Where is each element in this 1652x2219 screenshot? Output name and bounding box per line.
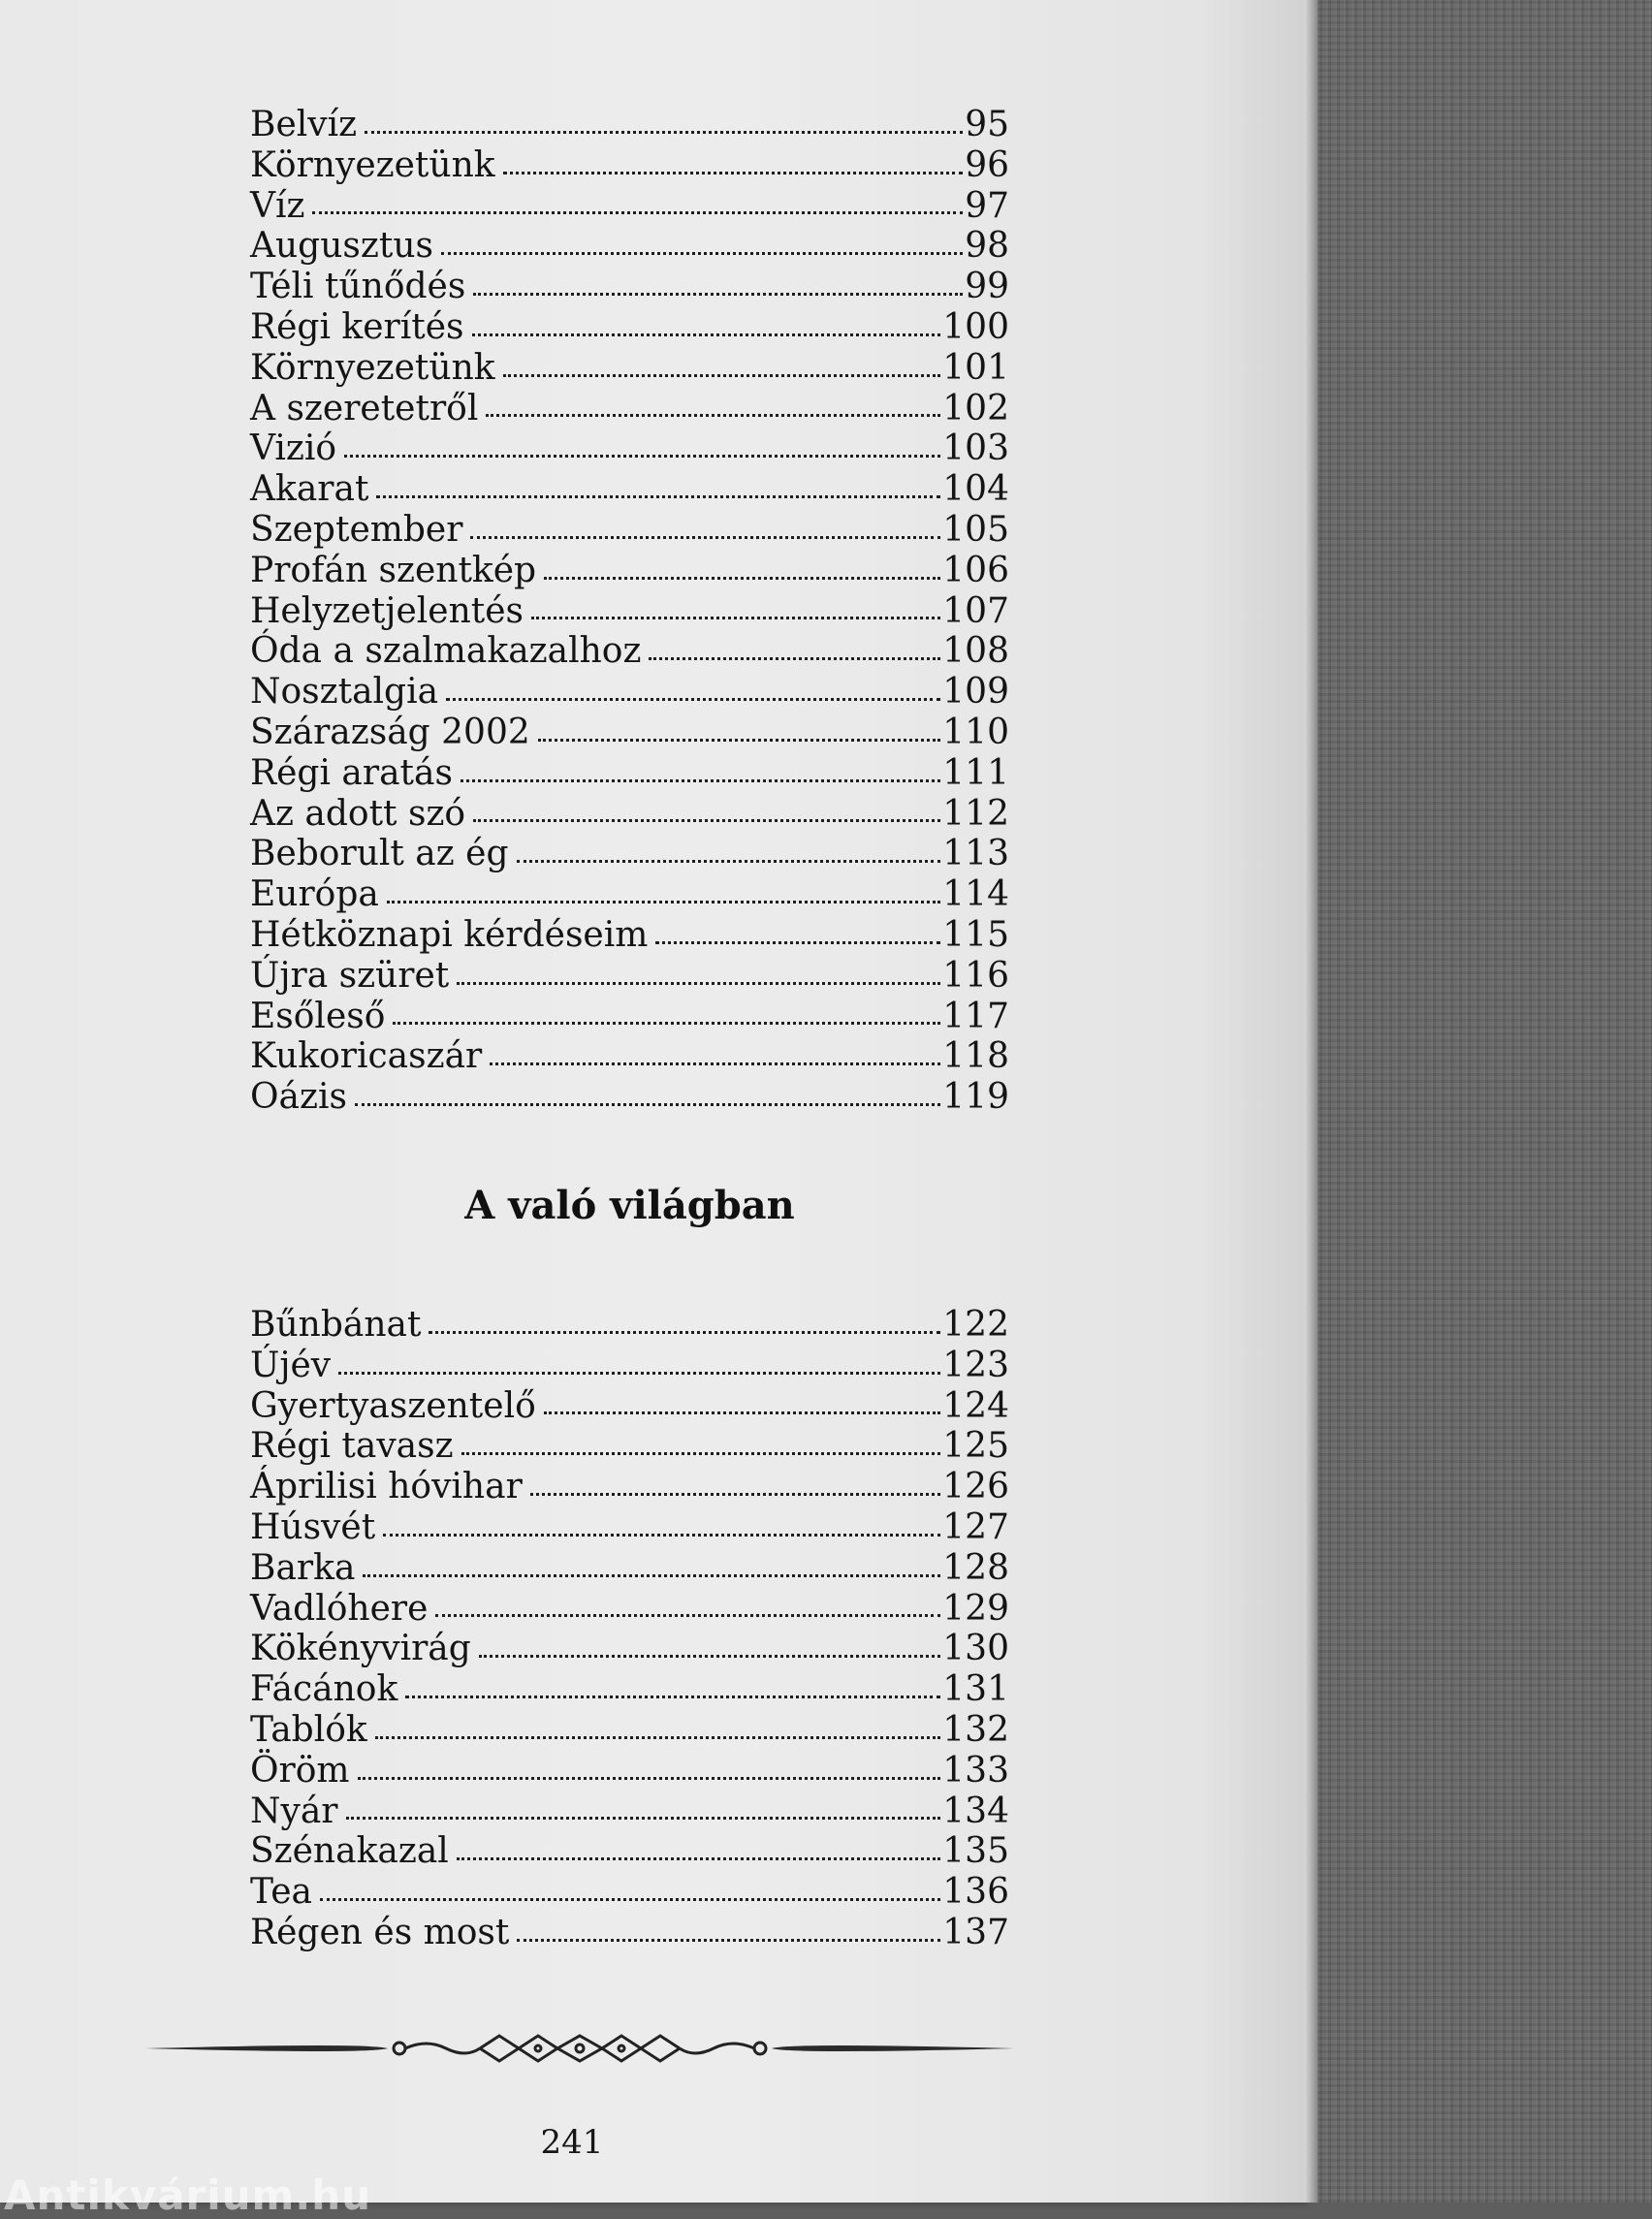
toc-entry-page: 105 (942, 509, 1009, 550)
dot-leader (544, 577, 940, 580)
toc-entry-title: Nosztalgia (250, 672, 439, 713)
toc-entry (250, 1036, 1009, 1077)
toc-entry-title: Tea (250, 1872, 312, 1913)
dot-leader (473, 293, 963, 296)
toc-entry-page: 127 (942, 1506, 1009, 1547)
toc-entry-title: Szeptember (250, 509, 463, 550)
toc-section-1 (250, 105, 1009, 1118)
toc-section-2 (250, 1305, 1009, 1953)
toc-entry-page: 102 (942, 388, 1009, 428)
toc-entry (250, 389, 1009, 429)
dot-leader (470, 536, 940, 539)
toc-entry-page: 131 (942, 1669, 1009, 1710)
toc-entry (250, 105, 1009, 145)
dot-leader (346, 1817, 941, 1820)
background-surface (1309, 0, 1652, 2203)
toc-entry-title: Kukoricaszár (250, 1036, 483, 1077)
toc-entry (250, 997, 1009, 1037)
toc-entry-page: 137 (942, 1912, 1009, 1952)
dot-leader (383, 1534, 940, 1537)
toc-entry-title: Profán szentkép (250, 550, 537, 590)
toc-entry-page: 106 (942, 550, 1009, 590)
toc-entry-page: 101 (942, 347, 1009, 388)
toc-entry-title: Helyzetjelentés (250, 590, 524, 631)
toc-entry-title: Óda a szalmakazalhoz (250, 631, 642, 672)
toc-entry (250, 753, 1009, 794)
toc-entry-title: Régi aratás (250, 752, 453, 793)
toc-entry-title: Augusztus (250, 226, 433, 267)
toc-entry (250, 1305, 1009, 1346)
toc-entry (250, 1548, 1009, 1589)
toc-entry-title: Európa (250, 874, 379, 915)
toc-entry (250, 713, 1009, 753)
dot-leader (503, 374, 941, 377)
toc-entry-title: Nyár (250, 1791, 338, 1831)
toc-entry-page: 132 (942, 1709, 1009, 1750)
dot-leader (457, 1857, 940, 1860)
toc-entry-title: Téli tűnődés (250, 267, 466, 307)
dot-leader (649, 657, 940, 660)
toc-entry (250, 551, 1009, 591)
dot-leader (429, 1331, 940, 1334)
toc-entry-page: 116 (942, 955, 1009, 996)
toc-entry-title: Öröm (250, 1750, 350, 1791)
toc-entry (250, 186, 1009, 227)
toc-entry-title: Vadlóhere (250, 1588, 429, 1629)
toc-entry (250, 1077, 1009, 1118)
toc-entry-title: Újév (250, 1345, 332, 1385)
toc-entry (250, 1467, 1009, 1507)
toc-entry (250, 1669, 1009, 1710)
toc-entry-title: Barka (250, 1547, 356, 1588)
dot-leader (517, 1939, 940, 1942)
toc-entry-page: 98 (965, 226, 1009, 267)
toc-entry-page: 110 (942, 712, 1009, 752)
ornament-divider-icon (145, 2024, 1014, 2073)
toc-entry-title: Régi tavasz (250, 1426, 454, 1467)
dot-leader (530, 1493, 940, 1496)
toc-entry-title: Régi kerítés (250, 306, 464, 347)
section-heading: A való világban (464, 1183, 795, 1228)
toc-entry (250, 145, 1009, 186)
toc-entry (250, 794, 1009, 835)
toc-entry-title: Vizió (250, 428, 337, 469)
toc-entry-title: Hétköznapi kérdéseim (250, 914, 649, 955)
dot-leader (472, 333, 941, 336)
toc-entry-title: Tablók (250, 1709, 367, 1750)
dot-leader (441, 252, 963, 255)
toc-entry (250, 1710, 1009, 1751)
toc-entry-page: 95 (965, 105, 1009, 144)
toc-entry (250, 834, 1009, 874)
dot-leader (479, 1655, 940, 1658)
dot-leader (538, 739, 941, 742)
toc-entry-page: 119 (942, 1077, 1009, 1118)
toc-entry-title: Újra szüret (250, 955, 450, 996)
dot-leader (376, 495, 940, 498)
dot-leader (655, 941, 940, 944)
toc-entry (250, 469, 1009, 510)
toc-entry-page: 124 (942, 1385, 1009, 1426)
toc-entry-title: Gyertyaszentelő (250, 1385, 536, 1426)
toc-entry (250, 510, 1009, 551)
toc-entry (250, 428, 1009, 469)
toc-entry-page: 107 (942, 590, 1009, 631)
toc-entry-title: Szárazság 2002 (250, 712, 530, 752)
toc-entry-page: 117 (942, 996, 1009, 1036)
toc-entry (250, 874, 1009, 915)
toc-entry-page: 129 (942, 1588, 1009, 1629)
toc-entry (250, 672, 1009, 713)
toc-entry-title: A szeretetről (250, 388, 479, 428)
toc-entry-page: 99 (965, 267, 1009, 307)
dot-leader (503, 172, 964, 174)
toc-entry-title: Akarat (250, 469, 369, 510)
toc-entry-page: 104 (942, 469, 1009, 510)
dot-leader (387, 901, 940, 903)
toc-entry (250, 267, 1009, 307)
toc-entry-title: Belvíz (250, 105, 358, 144)
toc-entry-page: 134 (942, 1791, 1009, 1831)
toc-entry-title: Környezetünk (250, 144, 495, 185)
toc-entry-title: Az adott szó (250, 793, 466, 834)
toc-entry-title: Szénakazal (250, 1831, 449, 1872)
dot-leader (473, 819, 940, 822)
toc-entry-title: Víz (250, 185, 305, 226)
toc-entry-page: 100 (942, 306, 1009, 347)
toc-entry-title: Beborult az ég (250, 834, 509, 874)
dot-leader (517, 860, 941, 863)
dot-leader (461, 779, 940, 782)
toc-entry-title: Áprilisi hóvihar (250, 1467, 523, 1507)
toc-entry-page: 123 (942, 1345, 1009, 1385)
page-edge (1304, 0, 1318, 2203)
toc-entry-page: 122 (942, 1305, 1009, 1345)
toc-entry-page: 130 (942, 1629, 1009, 1669)
toc-entry-title: Bűnbánat (250, 1305, 422, 1345)
toc-entry-page: 125 (942, 1426, 1009, 1467)
toc-entry (250, 591, 1009, 632)
dot-leader (312, 211, 963, 214)
toc-entry (250, 1426, 1009, 1467)
toc-entry (250, 1751, 1009, 1791)
dot-leader (490, 1062, 940, 1065)
toc-entry-page: 96 (965, 144, 1009, 185)
dot-leader (375, 1736, 941, 1739)
dot-leader (393, 1022, 940, 1025)
dot-leader (365, 131, 963, 134)
toc-entry (250, 631, 1009, 672)
toc-entry-page: 113 (942, 834, 1009, 874)
toc-entry (250, 1346, 1009, 1386)
toc-entry (250, 307, 1009, 348)
toc-entry-page: 97 (965, 185, 1009, 226)
toc-entry-page: 136 (942, 1872, 1009, 1913)
toc-entry-page: 103 (942, 428, 1009, 469)
toc-entry-page: 133 (942, 1750, 1009, 1791)
dot-leader (531, 617, 940, 619)
dot-leader (446, 698, 940, 701)
toc-entry-page: 126 (942, 1467, 1009, 1507)
dot-leader (320, 1898, 940, 1901)
toc-entry (250, 1386, 1009, 1427)
toc-entry-page: 114 (942, 874, 1009, 915)
toc-entry (250, 1831, 1009, 1872)
toc-entry-page: 112 (942, 793, 1009, 834)
dot-leader (405, 1696, 940, 1698)
dot-leader (355, 1103, 940, 1106)
toc-entry (250, 1507, 1009, 1548)
toc-entry (250, 1629, 1009, 1669)
toc-entry-title: Környezetünk (250, 347, 495, 388)
toc-entry-page: 109 (942, 672, 1009, 713)
toc-entry-page: 108 (942, 631, 1009, 672)
toc-entry-page: 128 (942, 1547, 1009, 1588)
dot-leader (435, 1614, 940, 1617)
dot-leader (457, 982, 940, 985)
toc-entry (250, 956, 1009, 997)
toc-entry-page: 135 (942, 1831, 1009, 1872)
dot-leader (344, 455, 940, 458)
toc-entry (250, 1872, 1009, 1913)
toc-entry (250, 348, 1009, 389)
dot-leader (358, 1777, 941, 1780)
toc-entry-page: 118 (942, 1036, 1009, 1077)
toc-entry-title: Régen és most (250, 1912, 510, 1952)
toc-entry-title: Esőleső (250, 996, 386, 1036)
watermark: Antikvárium.hu (4, 2171, 372, 2219)
toc-entry (250, 915, 1009, 956)
page-number: 241 (540, 2123, 604, 2162)
toc-entry (250, 226, 1009, 267)
dot-leader (461, 1452, 941, 1455)
dot-leader (544, 1411, 941, 1414)
toc-entry (250, 1791, 1009, 1832)
toc-entry-title: Húsvét (250, 1506, 376, 1547)
toc-entry-title: Fácánok (250, 1669, 398, 1710)
toc-entry-page: 115 (942, 914, 1009, 955)
toc-entry-page: 111 (942, 752, 1009, 793)
toc-entry-title: Kökényvirág (250, 1629, 471, 1669)
dot-leader (338, 1372, 940, 1375)
toc-entry-title: Oázis (250, 1077, 347, 1118)
toc-entry (250, 1913, 1009, 1953)
dot-leader (486, 414, 940, 417)
toc-entry (250, 1589, 1009, 1630)
dot-leader (363, 1574, 940, 1577)
